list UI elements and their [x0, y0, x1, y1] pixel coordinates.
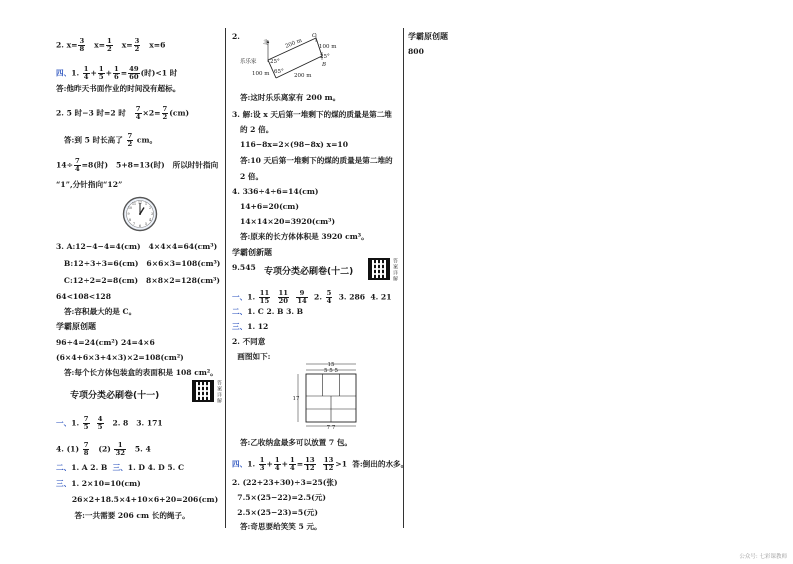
svg-text:3: 3	[150, 212, 154, 216]
svg-text:1: 1	[144, 202, 148, 206]
answer-line: 14÷ $\frac{7}{4}$ =8(时) 5+8=13(时) 所以时针指向	[56, 157, 219, 173]
answer-line: 一、1. $\frac{7}{5}$ $\frac{4}{5}$ 2. 8 3. 171	[56, 415, 163, 431]
answer-line: 2 倍。	[239, 172, 264, 181]
map-label-angle: 25°	[270, 59, 280, 65]
answer-line: 2. x= $\frac{3}{8}$ x= $\frac{1}{2}$ x= $\frac{3}{2}$ x=6	[56, 37, 166, 53]
answer-column-3	[408, 0, 528, 564]
answer-line: 2.	[232, 32, 240, 41]
answer-line: 四、1. $\frac{1}{4}$ + $\frac{1}{5}$ + $\frac{1}{6}$ = $\frac{49}{60}$ (时)<1 时	[56, 65, 178, 81]
answer-line: 3. A:12−4−4=4(cm) 4×4×4=64(cm³)	[56, 242, 218, 251]
answer-line: 64<108<128	[56, 292, 111, 301]
svg-text:7: 7	[132, 222, 136, 226]
answer-line: 800	[408, 47, 424, 56]
answer-line: 答:每个长方体包装盒的表面积是 108 cm²。	[63, 368, 218, 377]
answer-line: 答:乙收纳盒最多可以放置 7 包。	[239, 438, 353, 447]
figure-label: 15	[327, 362, 335, 368]
svg-text:4: 4	[148, 218, 152, 222]
answer-line: 四、1. $\frac{1}{3}$ + $\frac{1}{4}$ + $\frac{1}{4}$ = $\frac{13}{12}$ $\frac{13}{12}$ >1 答:倒出的水多。	[232, 456, 409, 472]
answer-line: 2. 不同意	[232, 337, 266, 346]
map-label-angle: 25°	[320, 54, 330, 60]
footer-watermark: 公众号: 七彩课教师	[739, 554, 787, 560]
svg-text:9: 9	[127, 212, 130, 216]
answer-line: 2. (22+23+30)÷3=25(张)	[232, 478, 338, 487]
answer-line: 4. 336÷4÷6=14(cm)	[232, 187, 319, 196]
map-label-distance: 200 m	[294, 73, 312, 79]
answer-line: 答:到 5 时长高了 $\frac{7}{2}$ cm。	[56, 132, 158, 148]
answer-line: 9.545	[232, 263, 256, 272]
answer-column-2	[232, 0, 409, 564]
answer-line: 答:奇思要给笑笑 5 元。	[239, 522, 322, 531]
qr-code-icon[interactable]	[192, 380, 214, 402]
subsection-heading: 学霸原创题	[408, 32, 448, 41]
qr-caption: 答案详解	[216, 380, 222, 404]
answer-line: 26×2+18.5×4+10×6+20=206(cm)	[71, 495, 219, 504]
svg-text:8: 8	[128, 218, 132, 222]
section-title: 专项分类必刷卷(十二)	[264, 267, 354, 277]
map-label-point: C	[312, 33, 317, 39]
answer-line: 答:容积最大的是 C。	[63, 307, 137, 316]
answer-line: C:12÷2=2=8(cm) 8×8×2=128(cm³)	[56, 276, 221, 285]
svg-text:10: 10	[127, 206, 133, 210]
answer-line: 一、1. $\frac{11}{15}$ $\frac{11}{20}$ $\frac{9}{14}$ 2. $\frac{5}{4}$ 3. 286 4. 21	[232, 289, 392, 305]
answer-line: B:12÷3÷3=6(cm) 6×6×3=108(cm³)	[56, 259, 221, 268]
svg-text:12: 12	[137, 200, 143, 205]
svg-text:5: 5	[144, 222, 148, 226]
clock-illustration	[122, 196, 158, 232]
column-divider	[225, 28, 226, 528]
map-label-distance: 100 m	[319, 44, 337, 50]
qr-caption: 答案详解	[392, 258, 398, 282]
answer-line: 答:他昨天书面作业的时间没有超标。	[56, 84, 181, 93]
figure-label: 7 7	[326, 425, 336, 431]
answer-line: 116−8x=2×(98−8x) x=10	[239, 140, 349, 149]
answer-line: 的 2 倍。	[239, 125, 274, 134]
map-label-north: 北	[263, 40, 269, 46]
map-label-point: B	[322, 62, 327, 68]
answer-line: 2.5×(25−23)=5(元)	[237, 508, 318, 517]
svg-text:6: 6	[138, 224, 142, 228]
answer-line: 答:这时乐乐离家有 200 m。	[239, 93, 341, 102]
answer-line: (6×4+6×3+4×3)×2=108(cm²)	[56, 353, 184, 362]
answer-line: 3. 解:设 x 天后第一堆剩下的煤的质量是第二堆	[232, 110, 392, 119]
subsection-heading: 学霸创新题	[232, 248, 272, 257]
answer-line: 2. 5 时−3 时=2 时 $\frac{7}{4}$ ×2= $\frac{7}{2}$ (cm)	[56, 105, 190, 121]
answer-column-1	[56, 0, 222, 564]
answer-line: 二、1. A 2. B 三、1. D 4. D 5. C	[56, 463, 184, 472]
section-label: 四、	[56, 68, 72, 78]
map-label-home: 乐乐家	[240, 59, 257, 65]
answer-line: 画图如下:	[237, 352, 271, 361]
answer-line: 96÷4=24(cm²) 24=4×6	[56, 338, 155, 347]
answer-line: 答:原来的长方体体积是 3920 cm³。	[239, 232, 369, 241]
svg-text:11: 11	[131, 202, 137, 206]
box-packing-diagram	[292, 360, 364, 430]
answer-line: 答:10 天后第一堆剩下的煤的质量是第二堆的	[239, 156, 393, 165]
answer-line: 14+6=20(cm)	[239, 202, 299, 211]
svg-text:2: 2	[148, 206, 152, 210]
route-map-diagram	[240, 32, 337, 82]
answer-line: 二、1. C 2. B 3. B	[232, 307, 304, 316]
column-divider	[403, 28, 404, 528]
answer-line: 4. (1) $\frac{7}{8}$ (2) $\frac{1}{32}$ 5. 4	[56, 441, 151, 457]
map-label-distance: 200 m	[284, 37, 303, 50]
figure-label: 5 5 5	[324, 368, 338, 374]
qr-code-icon[interactable]	[368, 258, 390, 280]
answer-line: “1”,分针指向“12”	[56, 180, 123, 189]
answer-line: 14×14×20=3920(cm³)	[239, 217, 336, 226]
answer-line: 三、1. 12	[232, 322, 269, 331]
map-label-angle: 65°	[274, 69, 284, 75]
figure-label: 17	[292, 396, 300, 402]
answer-line: 三、1. 2×10=10(cm)	[56, 479, 141, 488]
map-label-distance: 100 m	[252, 71, 270, 77]
answer-line: 答:一共需要 206 cm 长的绳子。	[74, 511, 190, 520]
section-title: 专项分类必刷卷(十一)	[70, 391, 160, 401]
answer-line: 7.5×(25−22)=2.5(元)	[237, 493, 326, 502]
subsection-heading: 学霸原创题	[56, 322, 96, 331]
